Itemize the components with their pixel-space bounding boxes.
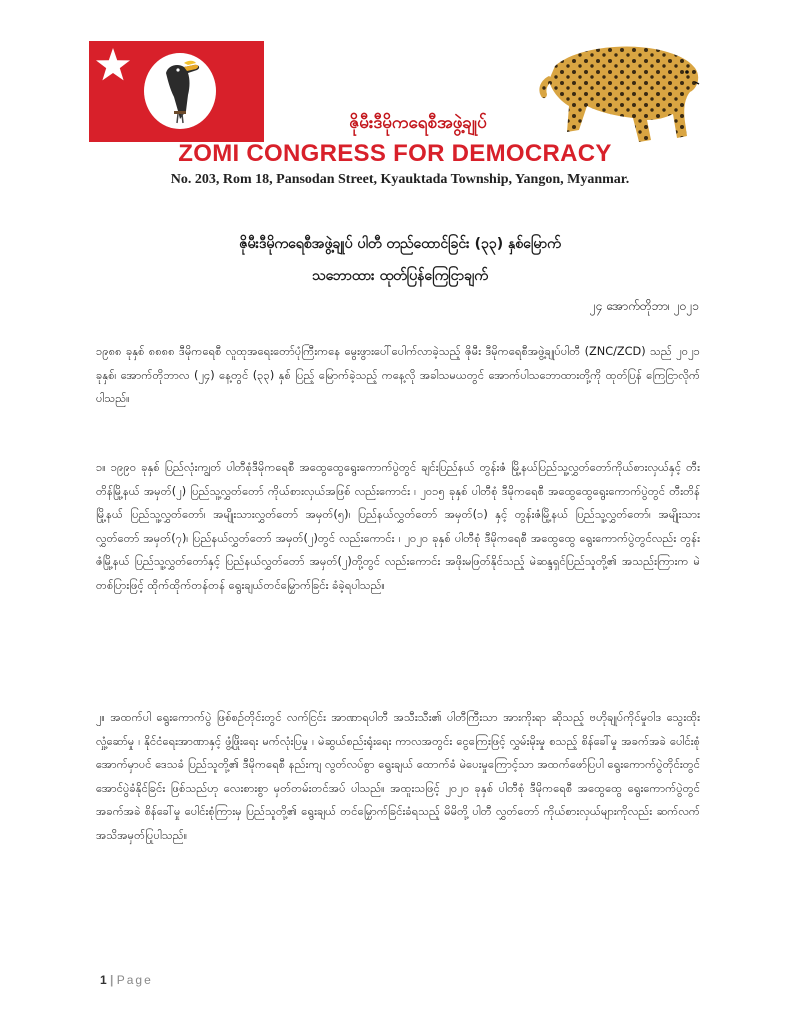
paragraph-2: ၂။ အထက်ပါ ရွေးကောက်ပွဲ ဖြစ်စဉ်တိုင်းတွင် လက်ငြင်း အာဏာရပါတီ အသီးသီး၏ ပါတီကြီးသာ အားကိုးရာ ဆိုသည့် ဗဟိုချုပ်ကိုင်မှုဝါဒ သွေးထိုး လှုံ့ဆော်မှု ၊ နိုင်ငံရေးအာဏာနှင့် ဖွံ့ဖြိုးရေး မက်လုံးပြမှု ၊ မဲဆွယ်စည်းရုံးရေး ကာလအတွင်း ငွေကြေးဖြင့် လွှမ်းမိုးမှု စသည့် စိန်ခေါ်မှု အခက်အခဲ ပေါင်းစုံ အောက်မှာပင် ဒေသခံ ပြည်သူတို့၏ ဒီမိုကရေစီ နည်းကျ လွတ်လပ်စွာ ရွေးချယ် ထောက်ခံ မဲပေးမှုကြောင့်သာ အထက်ဖော်ပြပါ ရွေးကောက်ပွဲတိုင်းတွင် အောင်ပွဲခံနိုင်ခြင်း ဖြစ်သည်ဟု လေးစားစွာ မှတ်တမ်းတင်အပ် ပါသည်။ အထူးသဖြင့် ၂၀၂၀ ခုနှစ် ပါတီစုံ ဒီမိုကရေစီ အထွေထွေ ရွေးကောက်ပွဲတွင် အခက်အခဲ စိန်ခေါ်မှု ပေါင်းစုံကြားမှ ပြည်သူတို့၏ ရွေးချယ် တင်မြှောက်ခြင်းခံရသည့် မိမိတို့ ပါတီ လွှတ်တော် ကိုယ်စားလှယ်များကိုလည်း ဆက်လက် အသိအမှတ်ပြုပါသည်။ (96, 711, 700, 842)
party-name-english: ZOMI CONGRESS FOR DEMOCRACY (178, 140, 612, 167)
party-name-myanmar: ဇိုမီးဒီမိုကရေစီအဖွဲ့ချုပ် (349, 113, 487, 133)
statement-title-line-1: ဇိုမီးဒီမိုကရေစီအဖွဲ့ချုပ် ပါတီ တည်ထောင်ခြင်း (၃၃) နှစ်မြောက် (239, 236, 561, 252)
footer-separator: | (110, 973, 114, 987)
statement-date: ၂၄ အောက်တိုဘာ၊ ၂၀၂၁ (589, 299, 699, 313)
statement-title-line-2: သဘောထား ထုတ်ပြန်ကြေငြာချက် (312, 268, 488, 284)
statement-title (120, 228, 680, 292)
hornbill-emblem (144, 53, 216, 129)
paragraph-intro: ၁၉၈၈ ခုနှစ် ၈၈၈၈ ဒီမိုကရေစီ လူထုအရေးတော်ပုံကြီးကနေ မွေးဖွားပေါ်ပေါက်လာခဲ့သည့် ဇိုမီး ဒီမိုကရေစီအဖွဲ့ချုပ်ပါတီ (ZNC/ZCD) သည် ၂၀၂၁ ခုနှစ်၊ အောက်တိုဘာလ (၂၄) နေ့တွင် (၃၃) နှစ် ပြည့် မြောက်ခဲ့သည့် ကနေ့လို အခါသမယတွင် အောက်ပါသဘောထားတို့ကို ထုတ်ပြန် ကြေငြာလိုက် ပါသည်။ (96, 345, 700, 405)
star-icon (95, 47, 131, 83)
hornbill-icon (144, 53, 216, 129)
page-label: Page (116, 973, 153, 987)
party-flag (89, 41, 264, 142)
page-number: 1 (100, 973, 107, 987)
paragraph-1: ၁။ ၁၉၉၀ ခုနှစ် ပြည်လုံးကျွတ် ပါတီစုံဒီမိုကရေစီ အထွေထွေရွေးကောက်ပွဲတွင် ချင်းပြည်နယ် တွန်းဇံ မြို့နယ်ပြည်သူ့လွှတ်တော်ကိုယ်စားလှယ်နှင့် တီးတိန်မြို့နယ် အမှတ်(၂) ပြည်သူ့လွှတ်တော် ကိုယ်စားလှယ်အဖြစ် လည်းကောင်း ၊ ၂၀၁၅ ခုနှစ် ပါတီစုံ ဒီမိုကရေစီ အထွေထွေရွေးကောက်ပွဲတွင် တီးတိန်မြို့နယ် ပြည်သူ့လွှတ်တော်၊ အမျိုးသားလွှတ်တော် အမှတ်(၅)၊ ပြည်နယ်လွှတ်တော် အမှတ်(၁) နှင့် တွန်းဇံမြို့နယ် ပြည်သူ့လွှတ်တော်၊ အမျိုးသားလွှတ်တော် အမှတ်(၇)၊ ပြည်နယ်လွှတ်တော် အမှတ်(၂)တွင် လည်းကောင်း ၊ ၂၀၂၀ ခုနှစ် ပါတီစုံ ဒီမိုကရေစီ အထွေထွေ ရွေးကောက်ပွဲတွင်လည်း တွန်းဇံမြို့နယ် ပြည်သူ့လွှတ်တော်နှင့် ပြည်နယ်လွှတ်တော် အမှတ်(၂)တို့တွင် လည်းကောင်း အဖိုးမဖြတ်နိုင်သည့် မဲဆန္ဒရှင်ပြည်သူတို့၏ အသည်းကြားက မဲတစ်ပြားဖြင့် ထိုက်ထိုက်တန်တန် ရွေးချယ်တင်မြှောက်ခြင်း ခံခဲ့ရပါသည်။ (96, 461, 700, 592)
party-address: No. 203, Rom 18, Pansodan Street, Kyauktada Township, Yangon, Myanmar. (170, 172, 630, 187)
page-footer (100, 973, 153, 987)
